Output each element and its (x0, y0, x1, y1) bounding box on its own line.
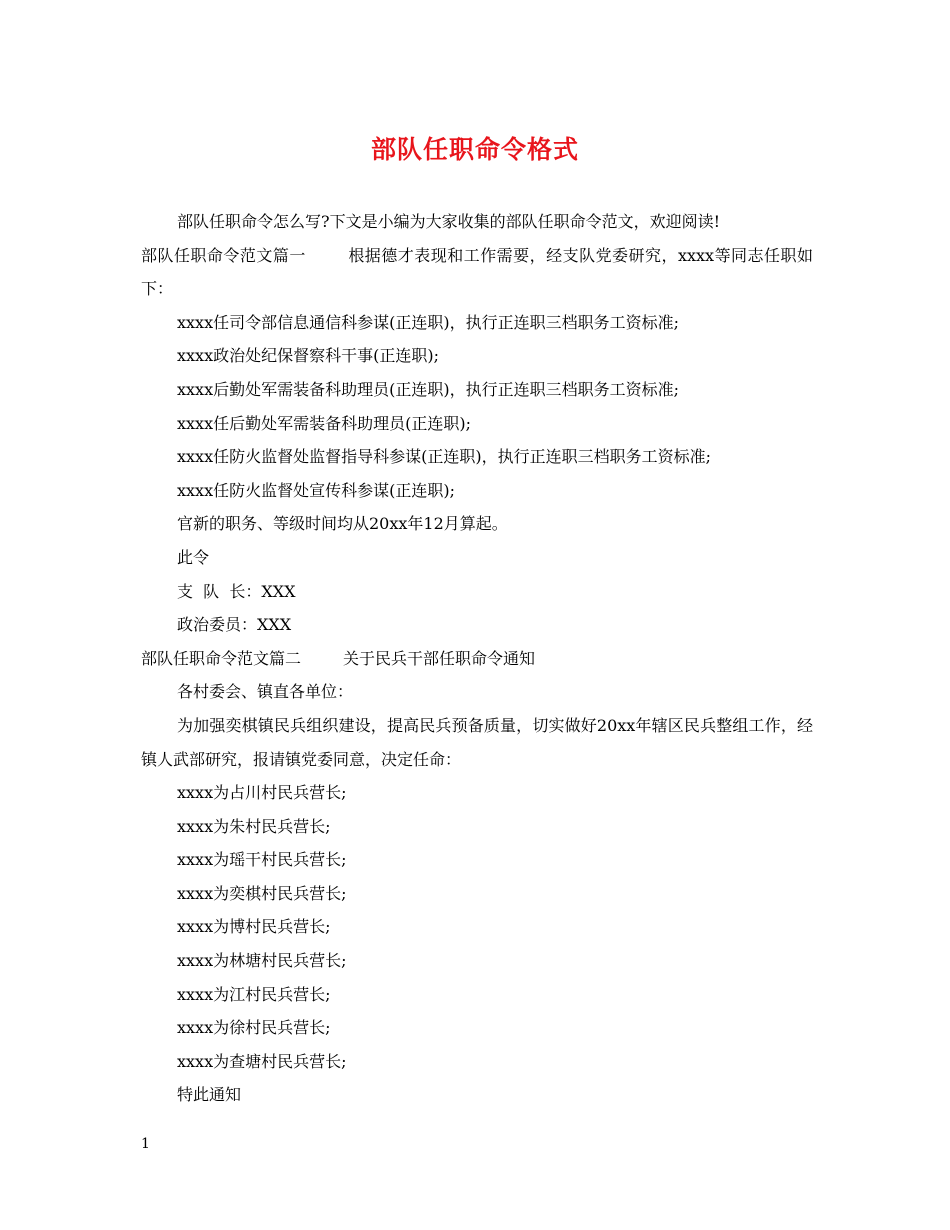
sample2-subject: 关于民兵干部任职命令通知 (343, 648, 536, 668)
document-title: 部队任职命令格式 (370, 135, 579, 164)
document-body (141, 205, 813, 1112)
sample2-item: xxxx为朱村民兵营长; (177, 816, 331, 836)
sample1-item: xxxx任后勤处军需装备科助理员(正连职); (177, 413, 471, 433)
sample1-paragraph (141, 239, 813, 306)
signer-political-commissar: 政治委员：XXX (177, 615, 292, 635)
sample2-item: xxxx为占川村民兵营长; (177, 783, 347, 803)
intro-paragraph: 部队任职命令怎么写?下文是小编为大家收集的部队任职命令范文，欢迎阅读! (177, 212, 721, 231)
sample1-item: xxxx任防火监督处宣传科参谋(正连职); (177, 480, 455, 500)
sample1-heading: 部队任职命令范文篇一 (141, 245, 306, 265)
sample1-lead: 根据德才表现和工作需要，经支队党委研究，xxxx等同志任职如下： (141, 245, 813, 299)
sample2-heading-line (141, 642, 813, 676)
sample1-effective-date: 官新的职务、等级时间均从20xx年12月算起。 (177, 514, 508, 534)
sample2-item: xxxx为瑶干村民兵营长; (177, 850, 347, 870)
sample2-lead (141, 709, 813, 776)
sample1-item: xxxx任防火监督处监督指导科参谋(正连职)，执行正连职三档职务工资标准; (177, 447, 711, 467)
sample2-item: xxxx为江村民兵营长; (177, 984, 331, 1004)
sample1-closing: 此令 (177, 547, 210, 567)
sample2-heading: 部队任职命令范文篇二 (141, 648, 302, 668)
sample2-item: xxxx为奕棋村民兵营长; (177, 883, 347, 903)
sample2-item: xxxx为博村民兵营长; (177, 917, 331, 937)
sample1-item: xxxx任司令部信息通信科参谋(正连职)，执行正连职三档职务工资标准; (177, 312, 679, 332)
sample2-item: xxxx为林塘村民兵营长; (177, 951, 347, 971)
page-number: 1 (141, 1136, 150, 1152)
sample2-addressee: 各村委会、镇直各单位： (177, 682, 354, 702)
sample1-item: xxxx后勤处军需装备科助理员(正连职)，执行正连职三档职务工资标准; (177, 379, 679, 399)
signer-detachment-commander: 支 队 长：XXX (177, 581, 296, 601)
sample1-item: xxxx政治处纪保督察科干事(正连职); (177, 346, 439, 366)
sample2-item: xxxx为徐村民兵营长; (177, 1018, 331, 1038)
sample2-closing: 特此通知 (177, 1085, 242, 1105)
sample2-item: xxxx为查塘村民兵营长; (177, 1051, 347, 1071)
sample2-lead-text: 为加强奕棋镇民兵组织建设，提高民兵预备质量，切实做好20xx年辖区民兵整组工作，经镇人武部研究，报请镇党委同意，决定任命： (141, 715, 813, 769)
